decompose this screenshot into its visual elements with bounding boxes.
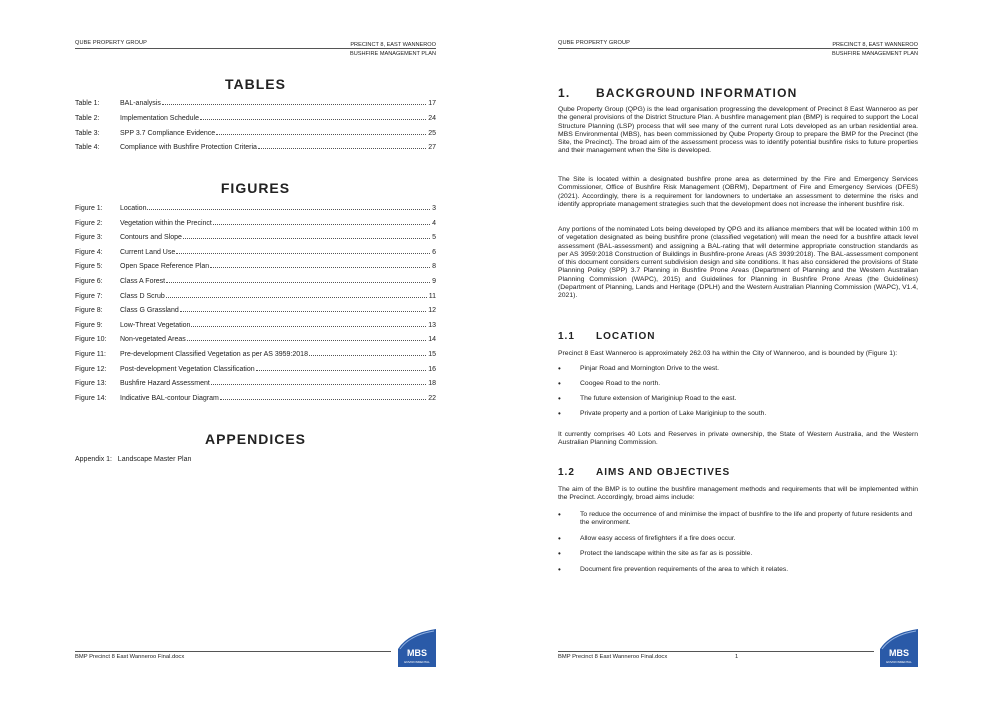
toc-entry-page: 4 xyxy=(432,219,436,227)
toc-entry-label: Figure 2: xyxy=(75,219,103,227)
toc-dot-leader xyxy=(147,209,430,210)
heading-1-number: 1. xyxy=(558,86,571,100)
header-doc-title: BUSHFIRE MANAGEMENT PLAN xyxy=(832,51,918,57)
bullet-text: Coogee Road to the north. xyxy=(580,380,661,387)
header-rule xyxy=(75,48,436,49)
bullet-text: Document fire prevention requirements of the area to which it relates. xyxy=(580,566,789,573)
toc-dot-leader xyxy=(191,326,426,327)
toc-entry-label: Figure 1: xyxy=(75,205,103,212)
toc-dot-leader xyxy=(200,119,426,120)
toc-dot-leader xyxy=(213,224,430,225)
paragraph-intro: Qube Property Group (QPG) is the lead organisation progressing the development of Precinct 8 East Wanneroo as per the general provisions of the District Structure Plan. A bushfire management plan (BMP) is required to support the Local Structure Planning (LSP) process that will see many of the current rural Lots developed as an urban residential area. MBS Environmental (MBS), has been commissioned by Qube Property Group to prepare the BMP for the Precinct (the Site, the Precinct). The broad aim of the assessment process was to identify potential bushfire risks to future properties and their management when the Site is developed. xyxy=(558,106,918,155)
svg-text:MBS: MBS xyxy=(889,648,909,658)
footer-rule xyxy=(558,651,874,652)
toc-entry-label: Figure 4: xyxy=(75,248,103,256)
toc-entry-title: Location xyxy=(120,205,147,212)
paragraph-bal-assessment: Any portions of the nominated Lots being developed by QPG and its alliance members that will be located within 100 m of vegetation designated as being bushfire prone (classified vegetation) will mean the need for a bushfire attack level assessment (BAL-assessment) and assigning a BAL-rating that will determine appropriate construction standards as per AS 3959:2018 Construction of Buildings in Bushfire-prone Areas (AS 3939:2018). The BAL-assessment component of this document considers current subdivision design and site conditions. It has also considered the provisions of State Planning Policy (SPP) 3.7 Planning in Bushfire Prone Areas (Department of Planning and the Western Australian Planning Commission (WAPC), 2015) and Guidelines for Planning in Bushfire Prone Areas (the Guidelines) (Department of Planning, Lands and Heritage (DPLH) and the Western Australian Planning Commission (WAPC), V1.4, 2021). xyxy=(558,226,918,300)
heading-1-1-number: 1.1 xyxy=(558,331,575,342)
toc-dot-leader xyxy=(256,370,427,371)
toc-entry[interactable] xyxy=(75,263,436,270)
toc-entry-page: 8 xyxy=(432,263,436,271)
appendices-title: APPENDICES xyxy=(204,431,307,447)
tables-title: TABLES xyxy=(225,76,286,92)
toc-entry[interactable] xyxy=(75,322,436,329)
toc-entry-title: Class G Grassland xyxy=(120,307,179,315)
toc-entry-page: 22 xyxy=(428,394,436,402)
svg-text:ENVIRONMENTAL: ENVIRONMENTAL xyxy=(404,660,430,664)
toc-entry[interactable] xyxy=(75,130,436,137)
toc-entry-title: Class D Scrub xyxy=(120,292,165,300)
toc-entry-page: 14 xyxy=(428,336,436,344)
toc-entry-page: 18 xyxy=(428,380,436,388)
mbs-logo xyxy=(880,629,918,667)
toc-entry-label: Table 3: xyxy=(75,129,100,137)
heading-1-2-title: AIMS AND OBJECTIVES xyxy=(596,467,731,478)
toc-entry-title: Indicative BAL-contour Diagram xyxy=(120,394,219,402)
toc-dot-leader xyxy=(216,134,426,135)
toc-entry-page: 12 xyxy=(428,307,436,315)
toc-entry-page: 11 xyxy=(428,292,436,300)
toc-entry-label: Table 1: xyxy=(75,100,100,107)
toc-entry-title: Implementation Schedule xyxy=(120,114,199,122)
heading-1-1-title: LOCATION xyxy=(596,331,656,342)
paragraph-location: Precinct 8 East Wanneroo is approximately 262.03 ha within the City of Wanneroo, and is bounded by (Figure 1): xyxy=(558,350,898,357)
toc-dot-leader xyxy=(258,148,426,149)
bullet-icon: • xyxy=(558,409,561,418)
toc-entry[interactable] xyxy=(75,293,436,300)
toc-entry-label: Figure 6: xyxy=(75,278,103,285)
svg-text:ENVIRONMENTAL: ENVIRONMENTAL xyxy=(886,660,912,664)
toc-dot-leader xyxy=(166,282,430,283)
toc-entry-page: 9 xyxy=(432,278,436,285)
toc-entry-page: 17 xyxy=(428,100,436,107)
toc-entry-title: Pre-development Classified Vegetation as per AS 3959:2018 xyxy=(120,351,308,358)
toc-entry-title: Post-development Vegetation Classification xyxy=(120,365,255,373)
toc-dot-leader xyxy=(180,311,426,312)
toc-dot-leader xyxy=(211,384,426,385)
toc-entry-label: Figure 3: xyxy=(75,234,103,242)
toc-dot-leader xyxy=(176,253,430,254)
toc-dot-leader xyxy=(187,340,426,341)
toc-entry-label: Figure 12: xyxy=(75,365,107,373)
header-company: QUBE PROPERTY GROUP xyxy=(75,40,147,46)
bullet-text: Private property and a portion of Lake Mariginiup to the south. xyxy=(580,410,767,417)
toc-entry[interactable] xyxy=(75,366,436,373)
toc-entry-label: Figure 10: xyxy=(75,336,107,344)
toc-entry-label: Figure 11: xyxy=(75,351,106,358)
header-precinct: PRECINCT 8, EAST WANNEROO xyxy=(350,42,436,48)
toc-entry-label: Figure 8: xyxy=(75,307,103,315)
toc-entry[interactable] xyxy=(75,144,436,151)
bullet-text: To reduce the occurrence of and minimise the impact of bushfire to the life and property of future residents and the environment. xyxy=(580,511,913,527)
toc-entry-page: 27 xyxy=(428,144,436,152)
appendix-entry[interactable]: Appendix 1: Landscape Master Plan xyxy=(75,456,192,463)
mbs-logo xyxy=(398,629,436,667)
toc-entry-title: Contours and Slope xyxy=(120,234,182,242)
toc-entry-title: Open Space Reference Plan xyxy=(120,263,210,271)
toc-entry[interactable] xyxy=(75,220,436,227)
bullet-text: Allow easy access of firefighters if a fire does occur. xyxy=(580,535,736,542)
toc-entry[interactable] xyxy=(75,100,436,107)
toc-entry-page: 16 xyxy=(428,365,436,373)
bullet-icon: • xyxy=(558,394,561,403)
footer-filename: BMP Precinct 8 East Wanneroo Final.docx xyxy=(558,654,668,660)
bullet-text: Protect the landscape within the site as far as is possible. xyxy=(580,550,753,557)
bullet-icon: • xyxy=(558,549,561,558)
bullet-text: Pinjar Road and Mornington Drive to the west. xyxy=(580,365,720,372)
toc-entry-title: Low-Threat Vegetation xyxy=(120,321,191,329)
toc-entry[interactable] xyxy=(75,351,436,358)
toc-entry[interactable] xyxy=(75,115,436,122)
toc-entry[interactable] xyxy=(75,380,436,387)
toc-entry-label: Table 2: xyxy=(75,114,100,122)
toc-dot-leader xyxy=(166,297,427,298)
toc-entry[interactable] xyxy=(75,205,436,212)
header-precinct: PRECINCT 8, EAST WANNEROO xyxy=(832,42,918,48)
toc-dot-leader xyxy=(210,267,430,268)
footer-rule xyxy=(75,651,391,652)
toc-dot-leader xyxy=(309,355,426,356)
toc-entry[interactable] xyxy=(75,278,436,285)
svg-text:MBS: MBS xyxy=(407,648,427,658)
toc-entry-page: 6 xyxy=(432,248,436,256)
footer-filename: BMP Precinct 8 East Wanneroo Final.docx xyxy=(75,654,185,660)
paragraph-aims: The aim of the BMP is to outline the bushfire management methods and requirements that will be implemented within the Precinct. Accordingly, broad aims include: xyxy=(558,486,918,502)
toc-entry-page: 15 xyxy=(428,351,436,358)
toc-entry-title: Class A Forest xyxy=(120,278,166,285)
header-rule xyxy=(558,48,918,49)
toc-entry-title: BAL-analysis xyxy=(120,100,161,107)
toc-entry[interactable] xyxy=(75,234,436,241)
heading-1-title: BACKGROUND INFORMATION xyxy=(596,86,798,100)
toc-entry-title: Current Land Use xyxy=(120,248,176,256)
toc-entry-label: Figure 9: xyxy=(75,321,103,329)
toc-entry-title: Vegetation within the Precinct xyxy=(120,219,212,227)
toc-entry-page: 5 xyxy=(432,234,436,242)
toc-entry[interactable] xyxy=(75,307,436,314)
toc-dot-leader xyxy=(183,238,430,239)
toc-entry-title: SPP 3.7 Compliance Evidence xyxy=(120,129,216,137)
toc-entry-label: Figure 5: xyxy=(75,263,103,271)
toc-entry-page: 13 xyxy=(428,321,436,329)
page-number: 1 xyxy=(735,654,739,660)
toc-entry-page: 25 xyxy=(428,129,436,137)
toc-entry-page: 3 xyxy=(432,205,436,212)
right-page xyxy=(497,0,993,702)
toc-entry-title: Compliance with Bushfire Protection Criteria xyxy=(120,144,257,152)
toc-entry[interactable] xyxy=(75,249,436,256)
toc-entry-page: 24 xyxy=(428,114,436,122)
paragraph-bushfire-area: The Site is located within a designated bushfire prone area as determined by the Fire and Emergency Services Commissioner, Office of Bushfire Risk Management (OBRM), Department of Fire and Emergency Services (DFES) (2021). Accordingly, there is a requirement for landowners to undertake an assessment to determine the risks and identify appropriate management strategies such that the development does not increase the inherent bushfire risk. xyxy=(558,176,918,208)
bullet-icon: • xyxy=(558,379,561,388)
toc-dot-leader xyxy=(220,399,426,400)
left-page xyxy=(0,0,496,702)
toc-dot-leader xyxy=(162,104,426,105)
toc-entry-label: Figure 7: xyxy=(75,292,103,300)
paragraph-lots: It currently comprises 40 Lots and Reserves in private ownership, the State of Western Australia, and the Western Australian Planning Commission. xyxy=(558,431,918,447)
header-project xyxy=(350,40,436,59)
bullet-icon: • xyxy=(558,565,561,574)
header-doc-title: BUSHFIRE MANAGEMENT PLAN xyxy=(350,51,436,57)
heading-1-2-number: 1.2 xyxy=(558,467,575,478)
toc-entry[interactable] xyxy=(75,395,436,402)
figures-title: FIGURES xyxy=(220,180,291,196)
toc-entry-label: Figure 14: xyxy=(75,394,107,402)
bullet-icon: • xyxy=(558,534,561,543)
bullet-icon: • xyxy=(558,364,561,373)
header-project xyxy=(832,40,918,59)
toc-entry-label: Figure 13: xyxy=(75,380,107,388)
toc-entry-title: Non-vegetated Areas xyxy=(120,336,186,344)
bullet-icon: • xyxy=(558,510,561,519)
toc-entry[interactable] xyxy=(75,336,436,343)
toc-entry-title: Bushfire Hazard Assessment xyxy=(120,380,210,388)
toc-entry-label: Table 4: xyxy=(75,144,100,152)
header-company: QUBE PROPERTY GROUP xyxy=(558,40,630,46)
bullet-text: The future extension of Mariginiup Road to the east. xyxy=(580,395,737,402)
